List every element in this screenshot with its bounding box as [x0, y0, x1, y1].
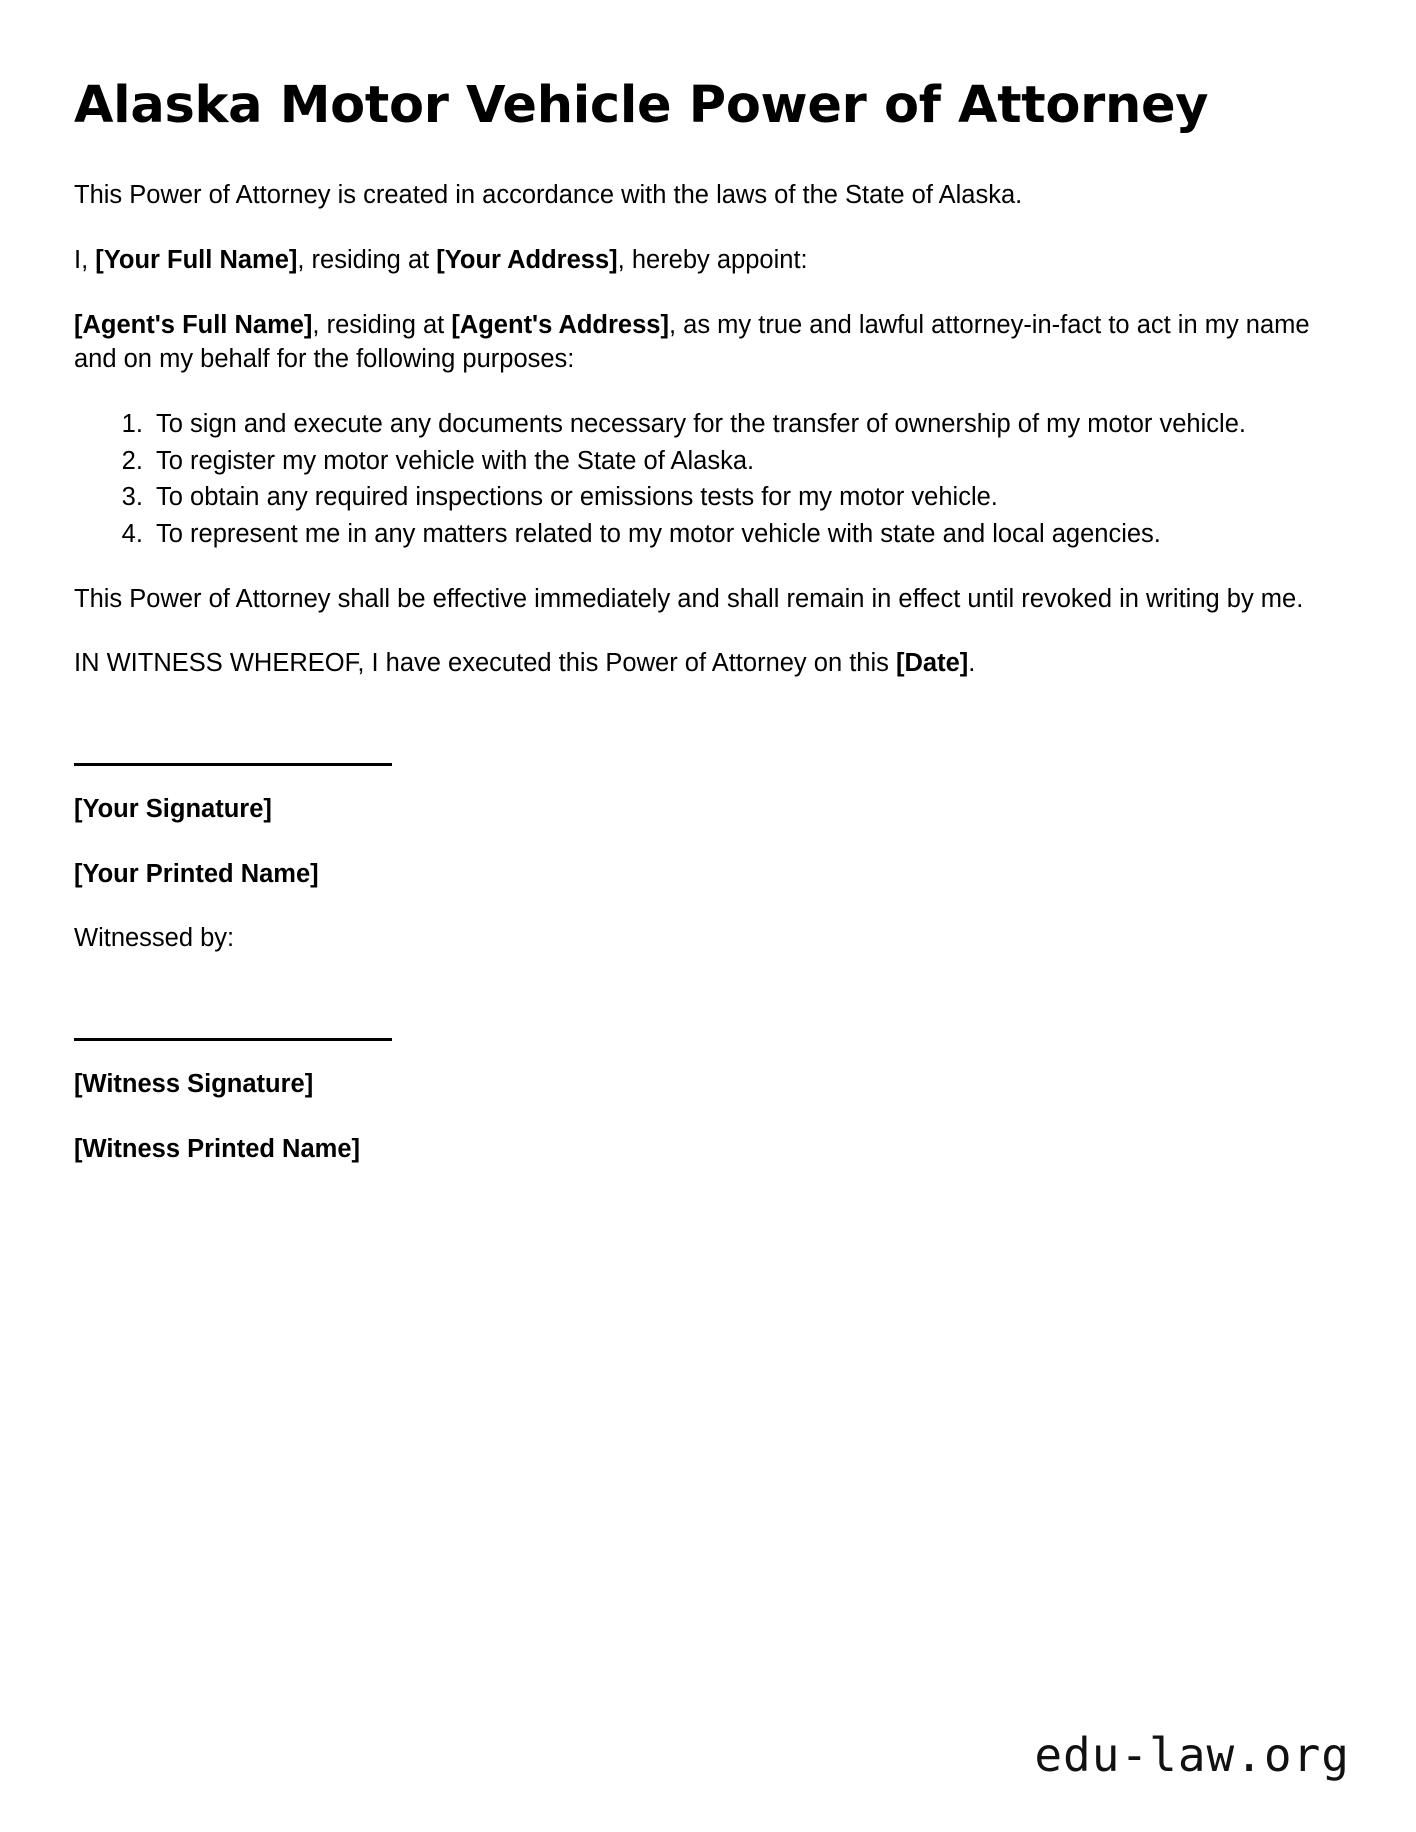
- your-address-placeholder: [Your Address]: [436, 245, 618, 274]
- witness-printed-name-label: [Witness Printed Name]: [74, 1134, 360, 1163]
- agent-address-placeholder: [Agent's Address]: [451, 310, 669, 339]
- intro-paragraph: This Power of Attorney is created in accordance with the laws of the State of Alaska.: [74, 181, 1023, 210]
- principal-prefix: I,: [74, 245, 96, 274]
- your-printed-name-label: [Your Printed Name]: [74, 859, 319, 888]
- witness-rule-spacer: [74, 1041, 1342, 1067]
- agent-full-name-placeholder: [Agent's Full Name]: [74, 310, 313, 339]
- witnessed-by-label: Witnessed by:: [74, 924, 235, 953]
- principal-suffix: , hereby appoint:: [617, 245, 808, 274]
- your-full-name-placeholder: [Your Full Name]: [95, 245, 298, 274]
- agent-suffix: , as my true and lawful attorney-in-fact to act in my name and on my behalf for the following purposes:: [74, 310, 1310, 374]
- witness-whereof-prefix: IN WITNESS WHEREOF, I have executed this Power of Attorney on this: [74, 649, 896, 678]
- signature-spacer: [74, 711, 1342, 763]
- footer-watermark: edu-law.org: [1034, 1728, 1350, 1782]
- witness-signature-spacer: [74, 986, 1342, 1038]
- document-content: [74, 76, 1342, 1196]
- date-placeholder: [Date]: [895, 649, 969, 678]
- witness-whereof-paragraph: [74, 646, 1342, 681]
- list-item: 1. To sign and execute any documents necessary for the transfer of ownership of my motor vehicle.: [150, 407, 1342, 442]
- list-item: 2. To register my motor vehicle with the State of Alaska.: [150, 444, 1342, 479]
- principal-middle: , residing at: [297, 245, 437, 274]
- purposes-list: [74, 407, 1342, 552]
- list-item: 3. To obtain any required inspections or emissions tests for my motor vehicle.: [150, 480, 1342, 515]
- witness-whereof-suffix: .: [968, 649, 976, 678]
- witness-signature-label: [Witness Signature]: [74, 1069, 314, 1098]
- principal-paragraph: [74, 243, 1342, 278]
- list-item: 4. To represent me in any matters related to my motor vehicle with state and local agencies.: [150, 517, 1342, 552]
- signature-rule-spacer: [74, 766, 1342, 792]
- page-title: Alaska Motor Vehicle Power of Attorney: [74, 76, 1209, 135]
- agent-paragraph: [74, 308, 1342, 377]
- agent-middle: , residing at: [312, 310, 452, 339]
- effective-clause-paragraph: This Power of Attorney shall be effective immediately and shall remain in effect until revoked in writing by me.: [74, 584, 1304, 613]
- your-signature-label: [Your Signature]: [74, 794, 272, 823]
